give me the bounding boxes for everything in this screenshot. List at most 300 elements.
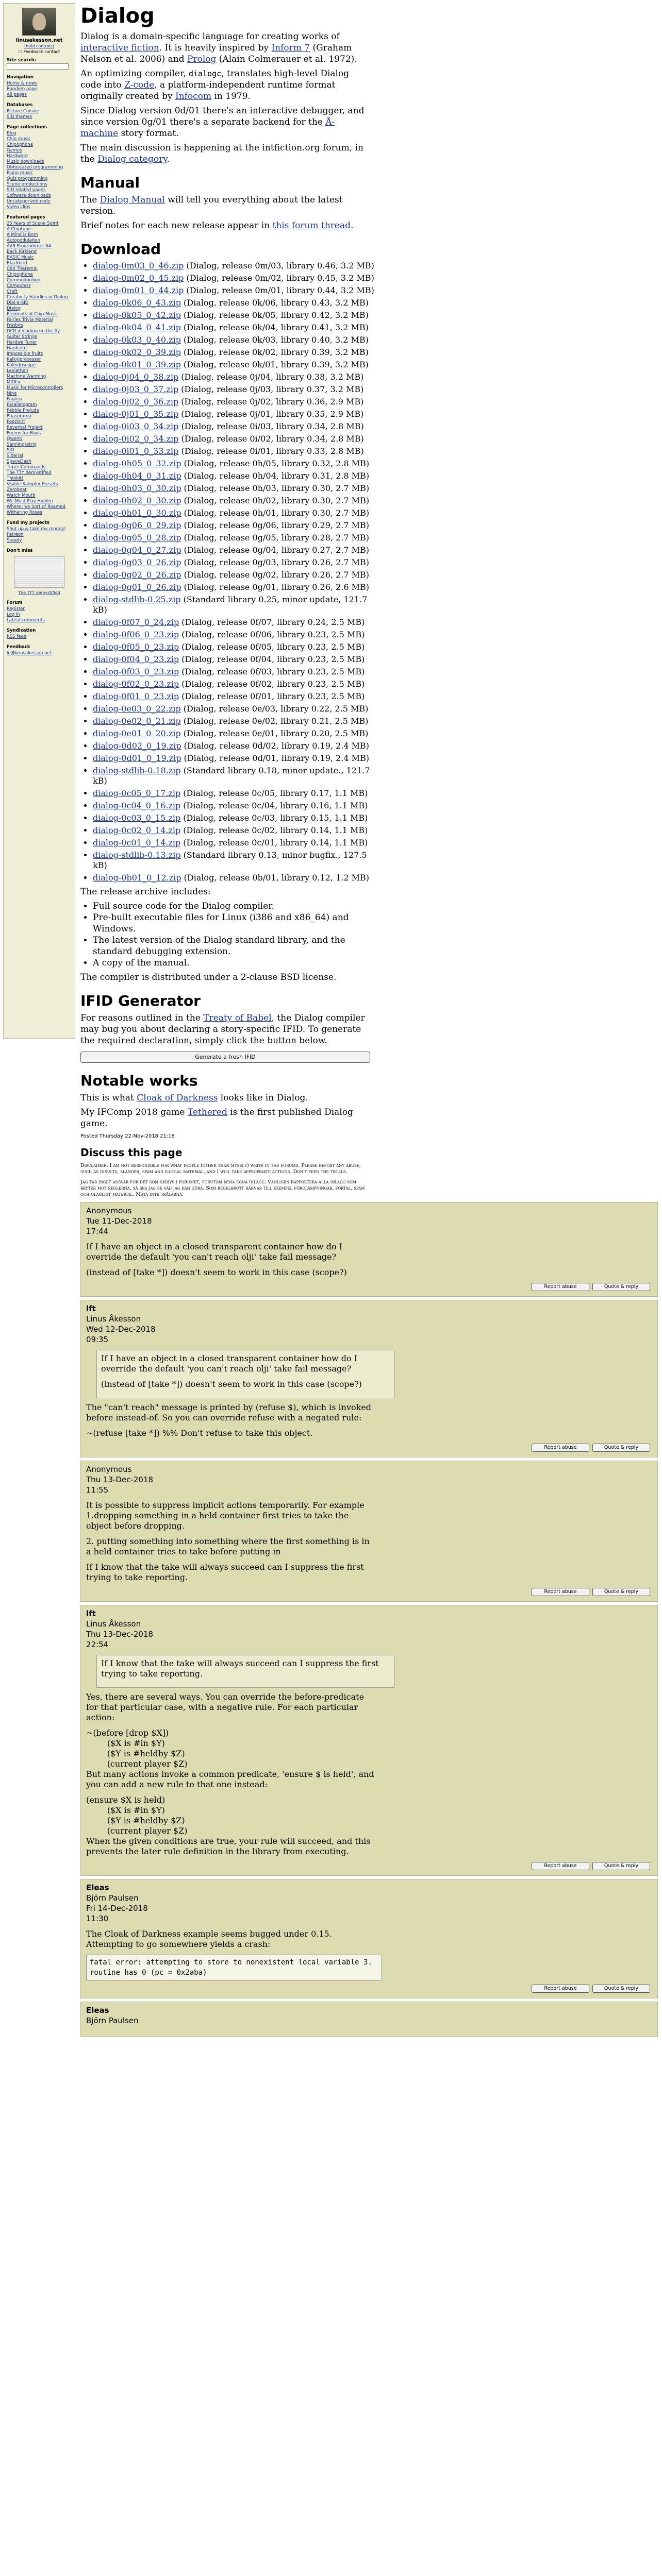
download-item [93,323,382,333]
download-description: (Dialog, release 0e/02, library 0.21, 2.5 MB) [180,716,369,726]
dialog-manual-link[interactable]: Dialog Manual [100,195,165,205]
download-description: (Dialog, release 0g/02, library 0.26, 2.7 MB) [181,570,369,580]
sidebar-link[interactable]: Log in [7,612,20,617]
download-link[interactable]: dialog-0h02_0_30.zip [93,496,181,505]
download-description: (Dialog, release 0k/06, library 0.43, 3.2 MB) [180,298,369,308]
comment-author-fullname: Linus Åkesson [86,1619,141,1629]
sidebar-section-heading: Page collections [7,124,47,130]
comment-paragraph: If I have an object in a closed transparent container how do I override the default 'you can't reach olji' take fail message? [86,1242,343,1262]
ifid-heading: IFID Generator [80,992,201,1009]
comment-body [86,1929,395,1980]
sidebar-link[interactable]: Zerobeat [7,487,27,493]
site-name[interactable]: linusakesson.net [15,38,63,43]
inform7-link[interactable]: Inform 7 [271,43,310,53]
download-item [93,766,382,786]
sidebar-link[interactable]: A Mind is Born [7,232,38,238]
treaty-of-babel-link[interactable]: Treaty of Babel [203,1013,272,1023]
comment-time: 22:54 [86,1640,109,1649]
sidebar-link[interactable]: Craft [7,289,18,294]
download-link[interactable]: dialog-0h01_0_30.zip [93,508,181,518]
search-input[interactable] [7,63,69,70]
download-link[interactable]: dialog-0f05_0_23.zip [93,642,179,652]
download-link[interactable]: dialog-0m03_0_46.zip [93,261,184,270]
quote-paragraph: (instead of [take *]) doesn't seem to work in this case (scope?) [101,1379,362,1389]
comment-paragraph: The "can't reach" message is printed by (refuse $), which is invoked before instead-of. So you can override refuse with a negated rule: [86,1402,372,1422]
comment-author[interactable]: Eleas [86,1883,109,1892]
sidebar-link[interactable]: SID related pages [7,187,46,193]
intro-paragraph-2: An optimizing compiler, dialogc, translates high-level Dialog code into Z-code, a platform-independent runtime format originally created by Infocom in 1979. [80,69,350,101]
download-link[interactable]: dialog-0e01_0_20.zip [93,728,181,738]
sidebar-link[interactable]: Obfuscated programming [7,164,63,170]
download-description: (Dialog, release 0m/01, library 0.44, 3.2 MB) [184,285,374,295]
zcode-link[interactable]: Z-code [124,80,155,90]
sidebar-link[interactable]: Siderial [7,453,23,459]
download-link[interactable]: dialog-0k02_0_39.zip [93,347,181,357]
sidebar-link[interactable]: Dial-a-SID [7,300,29,306]
sidebar-link[interactable]: Hardware [7,153,28,159]
download-description: (Dialog, release 0h/05, library 0.32, 2.8 MB) [181,459,370,468]
main-content [80,0,658,2040]
sidebar-section-heading: Featured pages [7,214,45,220]
download-item [93,838,382,848]
download-link[interactable]: dialog-0c05_0_17.zip [93,788,181,798]
comment-body [86,1500,395,1583]
ifid-paragraph: For reasons outlined in the Treaty of Babel, the Dialog compiler may bug you about declaring a story-specific IFID. To generate the required declaration, simply click the button below. [80,1013,365,1046]
sidebar-link[interactable]: Watch Mouth [7,493,36,498]
download-description: (Dialog, release 0i/03, library 0.34, 2.8 MB) [178,421,364,431]
sidebar-link[interactable]: Reverbal Projekt [7,425,43,430]
sidebar-link[interactable]: RSS feed [7,634,27,639]
notable-paragraph-1: This is what Cloak of Darkness looks like in Dialog. [80,1093,308,1103]
download-description: (Dialog, release 0g/04, library 0.27, 2.7 MB) [181,545,369,555]
comment-author: Anonymous [86,1465,132,1474]
comment-paragraph: The Cloak of Darkness example seems bugged under 0.15. Attempting to go somewhere yields a crash: [86,1929,332,1949]
comment-actions [86,1283,650,1291]
download-link[interactable]: dialog-stdlib-0.25.zip [93,595,181,604]
sidebar-link[interactable]: Chipophone [7,272,33,277]
comment-body [86,1655,395,1857]
download-link[interactable]: dialog-0d02_0_19.zip [93,741,181,751]
sidebar-link[interactable]: 25 Years of Scene Spirit [7,221,59,226]
download-description: (Dialog, release 0d/02, library 0.19, 2.4 MB) [181,741,369,751]
download-item [93,285,382,296]
sidebar-link[interactable]: Nine [7,391,17,396]
download-link[interactable]: dialog-stdlib-0.13.zip [93,850,181,860]
download-item [93,617,382,628]
download-item [93,557,382,568]
download-link[interactable]: dialog-0b01_0_12.zip [93,873,181,883]
download-description: (Dialog, release 0c/01, library 0.14, 1.1 MB) [180,838,368,848]
download-item [93,741,382,751]
download-item [93,347,382,358]
download-link[interactable]: dialog-0k05_0_42.zip [93,310,181,320]
sidebar-link[interactable]: C64 Theremin [7,266,38,272]
download-description: (Dialog, release 0c/05, library 0.17, 1.1 MB) [180,788,368,798]
feedback-checkbox-row[interactable]: ☐ Feedback contact [18,49,60,54]
comment-date: Fri 14-Dec-2018 [86,1904,148,1913]
sidebar-link[interactable]: Sanningsstrig [7,442,37,447]
download-description: (Dialog, release 0c/04, library 0.16, 1.1 MB) [180,801,368,810]
download-description: (Dialog, release 0m/02, library 0.45, 3.2 MB) [184,273,374,283]
comment-author-fullname: Björn Paulsen [86,2016,139,2025]
comment-code: (ensure $X is held) ($X is #in $Y) ($Y is #heldby $Z) (current player $Z) [86,1795,188,1836]
sidebar-link[interactable]: Poems for Bugs [7,430,41,436]
sidebar-link[interactable]: Creativity Handles in Dialog [7,294,68,300]
sidebar-link[interactable]: Commodordion [7,277,41,283]
download-item [93,310,382,320]
download-item [93,595,382,615]
download-description: (Dialog, release 0c/02, library 0.14, 1.1 MB) [180,825,368,835]
download-description: (Dialog, release 0j/03, library 0.37, 3.2 MB) [178,384,364,394]
comment-date: Tue 11-Dec-2018 [86,1216,152,1226]
error-line: routine has 0 (pc = 0x2aba) [90,1969,207,1977]
download-description: (Dialog, release 0h/04, library 0.31, 2.8 MB) [181,471,370,481]
quote-reply-button[interactable]: Quote & reply [592,1862,650,1870]
page-title: Dialog [80,4,155,28]
download-item [93,716,382,726]
download-link[interactable]: dialog-0h03_0_30.zip [93,483,181,493]
sidebar-link[interactable]: Where I've Sort of Roamed [7,504,65,510]
sidebar-link[interactable]: Guitar Strings [7,334,37,340]
sidebar-link[interactable]: Kaleidoscope [7,362,36,368]
release-contents-list [80,901,382,969]
download-link[interactable]: dialog-0j03_0_37.zip [93,384,179,394]
disclaimer-english: Disclaimer: I am not responsible for what people (other than myself) write in the forums. Please report any abuse, such as insults, slander, spam and illegal material, and I will take appropriate actions. Don't feed the trolls. [80,1163,361,1175]
download-link[interactable]: dialog-0c04_0_16.zip [93,801,181,810]
comment-paragraph: (instead of [take *]) doesn't seem to work in this case (scope?) [86,1267,347,1277]
download-link[interactable]: dialog-0k01_0_39.zip [93,360,181,369]
sidebar-link[interactable]: Fairies Trivia Material [7,317,53,323]
sidebar-link[interactable]: Hardwa Tuner [7,340,37,345]
sidebar-link[interactable]: Music downloads [7,159,44,164]
comment-author-fullname: Björn Paulsen [86,1893,139,1903]
prolog-link[interactable]: Prolog [187,54,217,64]
download-link[interactable]: dialog-0f04_0_23.zip [93,654,179,664]
feedback-heading: Feedback [7,644,30,650]
quote-paragraph: If I know that the take will always succeed can I suppress the first trying to take reporting. [101,1658,379,1679]
sidebar-link[interactable]: Paulisp [7,396,22,402]
download-item [93,667,382,677]
comment-actions [86,1862,650,1870]
intro-paragraph-3: Since Dialog version 0d/01 there's an interactive debugger, and since version 0g/01 there's a separate backend for the Å-machine story format. [80,106,365,139]
report-abuse-button[interactable]: Report abuse [532,1862,589,1870]
download-description: (Dialog, release 0d/01, library 0.19, 2.4 MB) [181,753,369,763]
dialog-category-link[interactable]: Dialog category [97,154,167,164]
report-abuse-button[interactable]: Report abuse [532,1985,589,1993]
download-item [93,642,382,652]
sidebar-link[interactable]: GCR decoding on the fly [7,328,60,334]
download-item [93,360,382,370]
download-link[interactable]: dialog-0f01_0_23.zip [93,691,179,701]
download-item [93,582,382,592]
comment-author: Anonymous [86,1206,132,1215]
intro-paragraph-4: The main discussion is happening at the intfiction.org forum, in the Dialog category. [80,143,363,164]
sidebar-link[interactable]: Elements of Chip Music [7,311,58,317]
download-item [93,261,382,271]
sidebar-link[interactable]: Blog [7,130,16,136]
sidebar-link[interactable]: Blackbird [7,260,27,266]
sidebar-link[interactable]: Computers [7,283,31,289]
sidebar-link[interactable]: Fratbits [7,323,23,328]
quote-paragraph: If I have an object in a closed transparent container how do I override the default 'you can't reach olji' take fail message? [101,1353,358,1374]
download-link[interactable]: dialog-0c03_0_15.zip [93,813,181,823]
download-item [93,273,382,283]
report-abuse-button[interactable]: Report abuse [532,1283,589,1291]
sidebar-link[interactable]: Shut up & take my money! [7,526,66,532]
download-description: (Dialog, release 0k/01, library 0.39, 3.2 MB) [180,360,369,369]
download-link[interactable]: dialog-0g02_0_26.zip [93,570,181,580]
download-list [80,261,382,883]
download-item [93,384,382,395]
notable-works-heading: Notable works [80,1072,198,1089]
quote-reply-button[interactable]: Quote & reply [592,1444,650,1452]
download-item [93,825,382,836]
sidebar-link[interactable]: Register [7,606,25,612]
download-link[interactable]: dialog-0j01_0_35.zip [93,409,179,419]
download-link[interactable]: dialog-0e02_0_21.zip [93,716,181,726]
brief-notes-paragraph: Brief notes for each new release appear in this forum thread. [80,221,354,231]
download-description: (Dialog, release 0i/01, library 0.33, 2.8 MB) [178,446,364,456]
sidebar-section-heading: Don't miss [7,548,33,553]
notable-paragraph-2: My IFComp 2018 game Tethered is the first published Dialog game. [80,1107,353,1129]
download-link[interactable]: dialog-0g04_0_27.zip [93,545,181,555]
download-item [93,813,382,823]
download-link[interactable]: dialog-0m02_0_45.zip [93,273,184,283]
sidebar-link[interactable]: SID themes [7,114,32,120]
sidebar-section-heading: Navigation [7,74,34,80]
featured-thumbnail[interactable] [14,556,64,588]
download-link[interactable]: dialog-0k04_0_41.zip [93,323,181,332]
download-item [93,459,382,469]
download-description: (Dialog, release 0j/01, library 0.35, 2.9 MB) [178,409,364,419]
download-link[interactable]: dialog-0k06_0_43.zip [93,298,181,308]
download-link[interactable]: dialog-0i03_0_34.zip [93,421,179,431]
quote-reply-button[interactable]: Quote & reply [592,1283,650,1291]
download-link[interactable]: dialog-0g06_0_29.zip [93,520,181,530]
download-item [93,496,382,506]
sidebar-sections [7,75,72,554]
sidebar-link[interactable]: Timer Commands [7,464,46,470]
comment [80,1300,658,1458]
sidebar [3,3,75,1039]
sidebar-link[interactable]: Latest comments [7,617,45,623]
download-item [93,471,382,481]
sidebar-link[interactable]: Qwerty [7,436,23,442]
sidebar-link[interactable]: Poezisitt [7,419,25,425]
comment-actions [86,1444,650,1452]
sidebar-link[interactable]: Picture Cuisine [7,108,40,114]
forum-thread-link[interactable]: this forum thread [272,221,351,231]
download-link[interactable]: dialog-0j02_0_36.zip [93,397,179,406]
interactive-fiction-link[interactable]: interactive fiction [80,43,159,53]
download-item [93,801,382,811]
sidebar-link[interactable]: Video clips [7,204,30,210]
sidebar-link[interactable]: Chipophone [7,142,33,147]
comment-paragraph: Yes, there are several ways. You can override the before-predicate for that particular case, with a negative rule. For each particular action: [86,1692,365,1722]
download-link[interactable]: dialog-0f06_0_23.zip [93,630,179,639]
sidebar-link[interactable]: Steady [7,537,22,543]
posted-timestamp: Posted Thursday 22-Nov-2018 21:18 [80,1133,175,1139]
sidebar-link[interactable]: The TTY demystified [7,470,52,476]
sidebar-link[interactable]: Machine Warming [7,374,46,379]
download-link[interactable]: dialog-0i01_0_33.zip [93,446,179,456]
download-link[interactable]: dialog-0i02_0_34.zip [93,434,179,444]
download-item [93,409,382,419]
release-item: • Full source code for the Dialog compiler. [93,901,382,912]
download-description: (Dialog, release 0f/05, library 0.23, 2.5 MB) [179,642,365,652]
sidebar-link[interactable]: Chip music [7,136,31,142]
download-heading: Download [80,241,161,258]
tethered-link[interactable]: Tethered [187,1107,227,1117]
download-description: (Dialog, release 0m/03, library 0.46, 3.2 MB) [184,261,374,270]
release-item: • The latest version of the Dialog standard library, and the standard debugging extension. [93,935,382,957]
download-link[interactable]: dialog-0c01_0_14.zip [93,838,181,848]
sidebar-link[interactable]: Music for Microcontrollers [7,385,63,391]
comment-paragraph: If I know that the take will always succeed can I suppress the first trying to take reporting. [86,1562,364,1582]
download-link[interactable]: dialog-0g05_0_28.zip [93,533,181,543]
cloak-of-darkness-link[interactable]: Cloak of Darkness [137,1093,218,1103]
syndication-heading: Syndication [7,628,36,633]
comment-date: Wed 12-Dec-2018 [86,1325,156,1334]
comment-body [86,1242,395,1278]
license-text: The compiler is distributed under a 2-clause BSD license. [80,972,337,982]
download-description: (Standard library 0.18, minor update., 121.7 kB) [93,766,370,786]
quote-reply-button[interactable]: Quote & reply [592,1588,650,1596]
download-description: (Dialog, release 0h/03, library 0.30, 2.7 MB) [181,483,370,493]
sidebar-link[interactable]: Piano music [7,170,33,176]
sidebar-link[interactable]: Withering Roses [7,510,42,515]
intro-paragraph-1: Dialog is a domain-specific language for creating works of interactive fiction. It is heavily inspired by Inform 7 (Graham Nelson et al. 2006) and Prolog (Alain Colmerauer et al. 1972). [80,31,357,64]
download-link[interactable]: dialog-0f03_0_23.zip [93,667,179,676]
download-description: (Dialog, release 0g/03, library 0.26, 2.7 MB) [181,557,369,567]
download-description: (Dialog, release 0k/05, library 0.42, 3.2 MB) [180,310,369,320]
comment-date: Thu 13-Dec-2018 [86,1475,154,1484]
download-item [93,397,382,407]
download-description: (Dialog, release 0g/05, library 0.28, 2.7 MB) [181,533,369,543]
comment [80,1605,658,1876]
sidebar-link[interactable]: Back Kirkland [7,249,37,255]
a-machine-link[interactable]: Å-machine [80,117,335,139]
sidebar-link[interactable]: Autopodulation [7,238,40,243]
download-link[interactable]: dialog-0f07_0_24.zip [93,617,179,627]
sidebar-link[interactable]: Impossible fruits [7,351,43,357]
sidebar-link[interactable]: SpaceDash [7,459,31,464]
download-link[interactable]: dialog-0k03_0_40.zip [93,335,181,345]
comment-author[interactable]: lft [86,1304,96,1313]
sidebar-link[interactable]: SID [7,447,14,453]
download-item [93,728,382,739]
sidebar-link[interactable]: Games [7,147,22,153]
search-label: Site search: [7,58,37,63]
download-link[interactable]: dialog-0g01_0_26.zip [93,582,181,592]
sidebar-link[interactable]: Scene productions [7,181,47,187]
comment-quote [96,1350,394,1398]
report-abuse-button[interactable]: Report abuse [532,1444,589,1452]
sidebar-link[interactable]: lo@linusakesson.net [7,650,52,656]
sidebar-link[interactable]: All pages [7,92,27,97]
sidebar-link[interactable]: Parallelogram [7,402,37,408]
download-link[interactable]: dialog-0f02_0_23.zip [93,679,179,689]
comment-paragraph: When the given conditions are true, your rule will succeed, and this prevents the later rule definition in the library from executing. [86,1836,371,1856]
download-description: (Standard library 0.25, minor update, 121.7 kB) [93,595,368,615]
syndication-links [7,634,72,640]
sidebar-link[interactable]: MIDIsc [7,379,21,385]
download-item [93,570,382,580]
infocom-link[interactable]: Infocom [175,91,212,101]
sidebar-link[interactable]: Software downloads [7,193,51,198]
sidebar-link[interactable]: Pebble Prelude [7,408,40,413]
download-link[interactable]: dialog-0m01_0_44.zip [93,285,184,295]
sidebar-link[interactable]: Uncategorized code [7,198,51,204]
download-item [93,679,382,689]
download-item [93,545,382,555]
comment-author[interactable]: lft [86,1609,96,1618]
download-link[interactable]: dialog-0e03_0_22.zip [93,704,181,714]
error-line: fatal error: attempting to store to nonexistent local variable 3. [90,1958,372,1967]
sidebar-link[interactable]: Random page [7,86,38,92]
sidebar-link[interactable]: We Must Play Hidden [7,498,53,504]
sidebar-link[interactable]: Quiz programming [7,176,48,181]
download-link[interactable]: dialog-0g03_0_26.zip [93,557,181,567]
sidebar-link[interactable]: Patreon [7,532,24,537]
comment-author[interactable]: Eleas [86,2006,109,2015]
sidebar-link[interactable]: BASIC Music [7,255,34,260]
download-description: (Dialog, release 0k/02, library 0.39, 3.2 MB) [180,347,369,357]
download-description: (Standard library 0.13, minor bugfix., 127.5 kB) [93,850,367,870]
download-description: (Dialog, release 0f/07, library 0.24, 2.5 MB) [179,617,365,627]
comment [80,1461,658,1602]
download-link[interactable]: dialog-0h04_0_31.zip [93,471,181,481]
download-link[interactable]: dialog-0j04_0_38.zip [93,372,179,382]
download-item [93,691,382,702]
comment-actions [86,1985,650,1993]
comment-body [86,1350,395,1438]
download-link[interactable]: dialog-0d01_0_19.zip [93,753,181,763]
quote-reply-button[interactable]: Quote & reply [592,1985,650,1993]
featured-thumbnail-caption[interactable]: The TTY demystified [18,590,60,595]
report-abuse-button[interactable]: Report abuse [532,1588,589,1596]
download-description: (Dialog, release 0k/03, library 0.40, 3.2 MB) [180,335,369,345]
sidebar-link[interactable]: Leviathan [7,368,28,374]
download-link[interactable]: dialog-stdlib-0.18.zip [93,766,181,775]
download-description: (Dialog, release 0f/06, library 0.23, 2.5 MB) [179,630,365,639]
sidebar-link[interactable]: Visible Sampler Presets [7,481,58,487]
comment-actions [86,1588,650,1596]
download-link[interactable]: dialog-0c02_0_14.zip [93,825,181,835]
sidebar-link[interactable]: AVR Programmer 64 [7,243,52,249]
sidebar-link[interactable]: Dialog [7,306,21,311]
release-intro: The release archive includes: [80,887,211,897]
error-output-box [86,1955,382,1980]
generate-ifid-button[interactable]: Generate a fresh IFID [80,1052,370,1063]
sidebar-link[interactable]: Hardcore [7,345,27,351]
download-description: (Dialog, release 0c/03, library 0.15, 1.1 MB) [180,813,368,823]
sidebar-link[interactable]: Phasorama [7,413,31,419]
download-description: (Dialog, release 0h/01, library 0.30, 2.7 MB) [181,508,370,518]
download-item [93,372,382,382]
sidebar-link[interactable]: Home & news [7,80,38,86]
sidebar-link[interactable]: A Chiptune [7,226,31,232]
download-item [93,630,382,640]
sidebar-link[interactable]: Kalkylprocesser [7,357,41,362]
comment-quote [96,1655,394,1688]
comment-time: 17:44 [86,1227,109,1236]
hold-controls-link[interactable]: (hold controls) [24,44,54,48]
comment [80,2002,658,2037]
sidebar-link[interactable]: Thinkit! [7,476,24,481]
download-link[interactable]: dialog-0h05_0_32.zip [93,459,181,468]
download-description: (Dialog, release 0e/03, library 0.22, 2.5 MB) [180,704,369,714]
